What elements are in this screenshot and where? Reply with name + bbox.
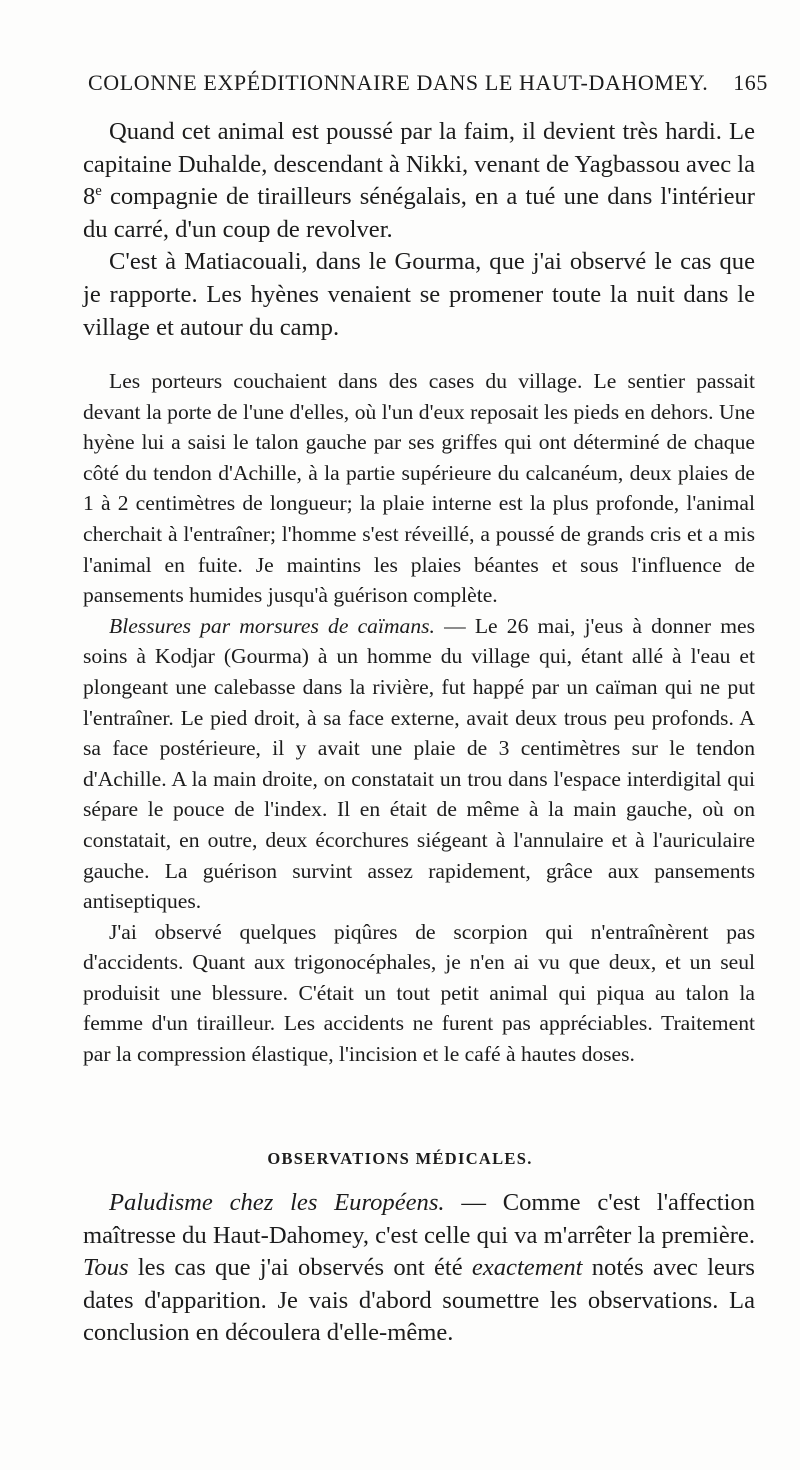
paragraph-lead-italic: Blessures par morsures de caïmans.: [109, 613, 435, 638]
page-number: 165: [733, 70, 768, 95]
paragraph-paludisme: [83, 1187, 755, 1350]
italic-word: Tous: [83, 1254, 129, 1282]
body-text-upper: [83, 116, 755, 344]
paragraph-text: — Le 26 mai, j'eus à donner mes soins à Kodjar (Gourma) à un homme du village qui, étant allé à l'eau et plongeant une calebasse dans la rivière, fut happé par un caïman qui ne put l'entraîner. Le pied droit, à sa face externe, avait deux trous peu profonds. A sa face postérieure, il y avait une plaie de 3 centimètres sur le tendon d'Achille. A la main droite, on constatait un trou dans l'espace interdigital qui sépare le pouce de l'index. Il en était de même à la main gauche, où on constatait, en outre, deux écorchures siégeant à l'annulaire et à l'auriculaire gauche. La guérison survint assez rapidement, grâce aux pansements antiseptiques.: [83, 613, 755, 914]
paragraph-text: notés avec leurs dates d'apparition. Je vais d'abord soumettre les observations. La conclusion en découlera d'elle-même.: [83, 1254, 755, 1347]
body-text-lower: [83, 1187, 755, 1350]
body-text-small: [83, 366, 755, 1070]
superscript: e: [95, 183, 102, 199]
running-title: COLONNE EXPÉDITIONNAIRE DANS LE HAUT-DAHOMEY.: [88, 70, 709, 95]
paragraph-text: les cas que j'ai observés ont été: [128, 1254, 472, 1282]
paragraph-scorpion: J'ai observé quelques piqûres de scorpion qui n'entraînèrent pas d'accidents. Quant aux trigonocéphales, je n'en ai vu que deux, et un seul produisit une blessure. C'était un tout petit animal qui piqua au talon la femme d'un tirailleur. Les accidents ne furent pas appréciables. Traitement par la compression élastique, l'incision et le café à hautes doses.: [83, 919, 755, 1067]
paragraph-lead-italic: Paludisme chez les Européens.: [109, 1189, 445, 1216]
paragraph-text: compagnie de tirailleurs sénégalais, en a tué une dans l'intérieur du carré, d'un coup de revolver.: [83, 183, 755, 243]
paragraph-porteurs: Les porteurs couchaient dans des cases du village. Le sentier passait devant la porte de l'une d'elles, où l'un d'eux reposait les pieds en dehors. Une hyène lui a saisi le talon gauche par ses griffes qui ont déterminé de chaque côté du tendon d'Achille, à la partie supérieure du calcanéum, deux plaies de 1 à 2 centimètres de longueur; la plaie interne est la plus profonde, l'animal cherchait à l'entraîner; l'homme s'est réveillé, a poussé de grands cris et a mis l'animal en fuite. Je maintins les plaies béantes et sous l'influence de pansements humides jusqu'à guérison complète.: [83, 369, 755, 608]
paragraph-hyena-intro: [83, 116, 755, 246]
paragraph-matiacouali: C'est à Matiacouali, dans le Gourma, que j'ai observé le cas que je rapporte. Les hyènes venaient se promener toute la nuit dans le village et autour du camp.: [83, 248, 755, 341]
section-heading: OBSERVATIONS MÉDICALES.: [267, 1149, 533, 1168]
paragraph-caimans: [83, 611, 755, 917]
italic-word: exactement: [471, 1254, 583, 1282]
paragraph-text: — Comme c'est l'affection maîtresse du Haut-Dahomey, c'est celle qui va m'arrêter la première.: [83, 1189, 755, 1249]
paragraph-text: Quand cet animal est poussé par la faim, il devient très hardi. Le capitaine Duhalde, descendant à Nikki, venant de Yagbassou avec la 8: [83, 118, 756, 211]
